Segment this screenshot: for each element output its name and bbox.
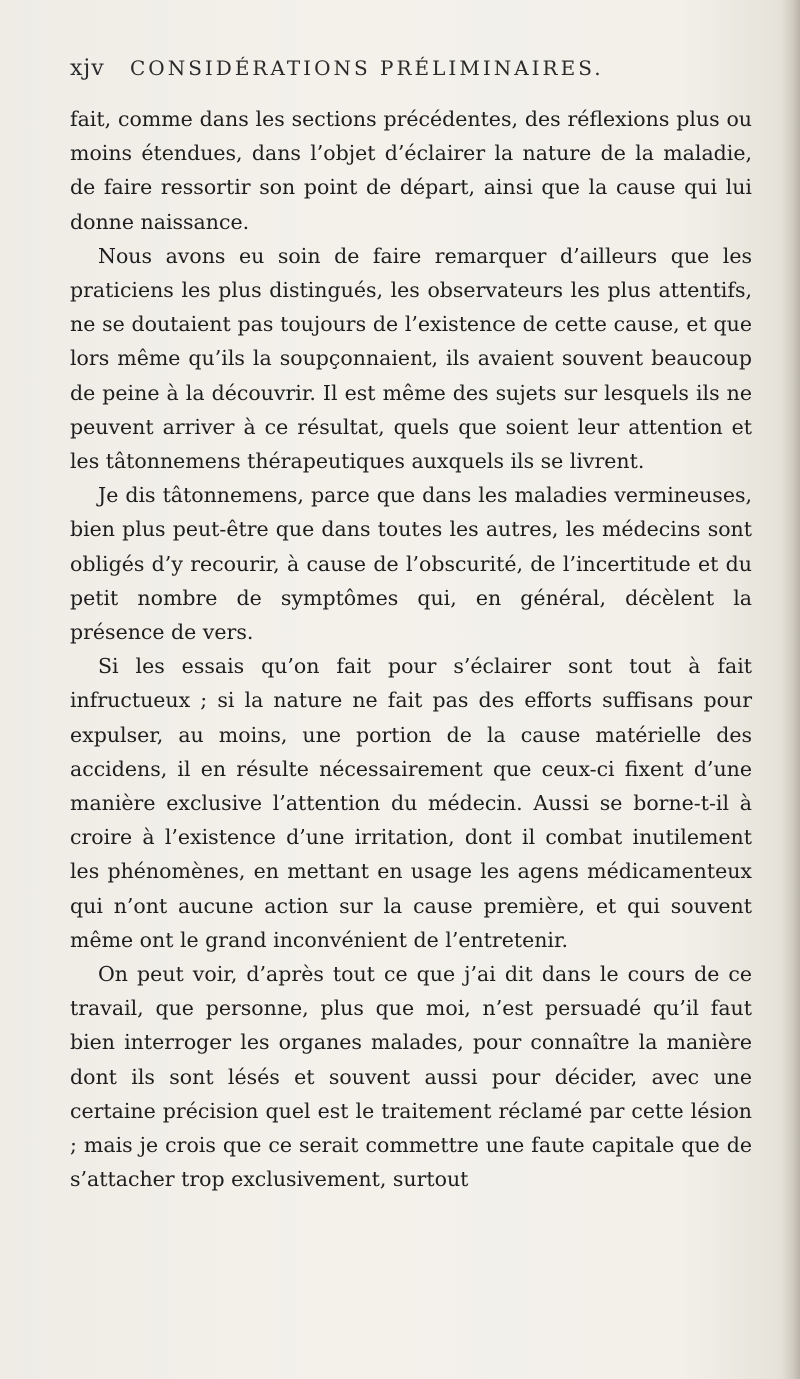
page-header (70, 50, 770, 90)
paragraph: Nous avons eu soin de faire remarquer d’ailleurs que les praticiens les plus distingués, les observateurs les plus attentifs, ne se doutaient pas toujours de l’existence de cette cause, et que lors même qu’ils la soupçonnaient, ils avaient souvent beaucoup de peine à la découvrir. Il est même des sujets sur lesquels ils ne peuvent arriver à ce résultat, quels que soient leur attention et les tâtonnemens thérapeutiques auxquels ils se livrent. (70, 243, 752, 474)
running-title: CONSIDÉRATIONS PRÉLIMINAIRES. (130, 56, 604, 80)
paragraph-continuation: fait, comme dans les sections précédentes, des réflexions plus ou moins étendues, dans l’objet d’éclairer la nature de la maladie, de faire ressortir son point de départ, ainsi que la cause qui lui donne naissance. (70, 107, 752, 234)
paragraph: On peut voir, d’après tout ce que j’ai dit dans le cours de ce travail, que personne, plus que moi, n’est persuadé qu’il faut bien interroger les organes malades, pour connaître la manière dont ils sont lésés et souvent aussi pour décider, avec une certaine précision quel est le traitement réclamé par cette lésion ; mais je crois que ce serait commettre une faute capitale que de s’attacher trop exclusivement, surtout (70, 962, 752, 1192)
body-text (70, 102, 752, 1197)
page-number: xjv (70, 56, 105, 81)
paragraph: Je dis tâtonnemens, parce que dans les maladies vermineuses, bien plus peut-être que dans toutes les autres, les médecins sont obligés d’y recourir, à cause de l’obscurité, de l’incertitude et du petit nombre de symptômes qui, en général, décèlent la présence de vers. (70, 483, 752, 645)
paragraph: Si les essais qu’on fait pour s’éclairer sont tout à fait infructueux ; si la nature ne fait pas des efforts suffisans pour expulser, au moins, une portion de la cause matérielle des accidens, il en résulte nécessairement que ceux-ci fixent d’une manière exclusive l’attention du médecin. Aussi se borne-t-il à croire à l’existence d’une irritation, dont il combat inutilement les phénomènes, en mettant en usage les agens médicamenteux qui n’ont aucune action sur la cause première, et qui souvent même ont le grand inconvénient de l’entretenir. (70, 654, 752, 952)
page-edge-shadow (782, 0, 800, 1379)
